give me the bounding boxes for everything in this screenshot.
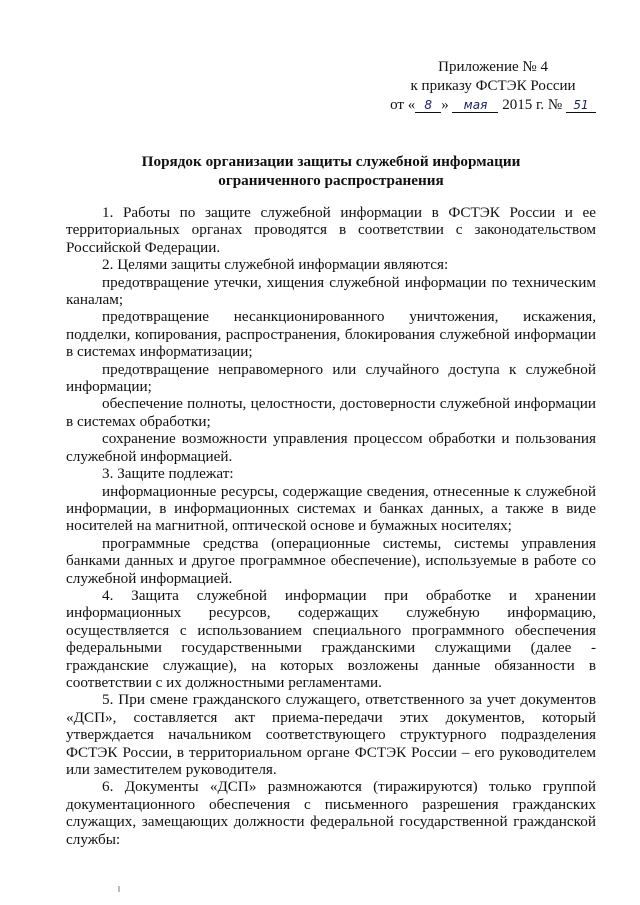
date-month-handwritten: мая [452, 98, 498, 113]
title-line-1: Порядок организации защиты служебной информации [141, 153, 521, 170]
paragraph-3: 3. Защите подлежат: [102, 465, 234, 483]
goal-item-5: сохранение возможности управления процессом обработки и пользования служебной информацией. [66, 430, 596, 465]
appendix-date-line [390, 96, 596, 115]
date-mid: » [441, 97, 449, 113]
appendix-block [390, 58, 596, 115]
paragraph-1: 1. Работы по защите служебной информации в ФСТЭК России и ее территориальных органах проводятся в соответствии с законодательством Российской Федерации. [66, 204, 596, 256]
scan-mark [118, 886, 120, 892]
date-year: 2015 г. № [502, 97, 563, 113]
order-number-handwritten: 51 [566, 98, 596, 113]
date-prefix: от « [390, 97, 416, 113]
document-title [66, 152, 596, 190]
date-day-handwritten: 8 [415, 98, 441, 113]
document-body [66, 204, 596, 848]
paragraph-6: 6. Документы «ДСП» размножаются (тиражируются) только группой документационного обеспечения с письменного разрешения гражданских служащих, замещающих должности федеральной государственной гражданской службы: [66, 778, 596, 848]
protected-item-2: программные средства (операционные системы, системы управления банками данных и другое программное обеспечение), используемые в работе со служебной информацией. [66, 534, 596, 587]
title-line-2: ограниченного распространения [218, 172, 444, 189]
protected-item-1: информационные ресурсы, содержащие сведения, отнесенные к служебной информации, в информационных системах и банках данных, а также в виде носителей на магнитной, оптической основе и бумажных носителях; [66, 482, 596, 535]
goal-item-3: предотвращение неправомерного или случайного доступа к служебной информации; [66, 360, 596, 396]
appendix-order-ref: к приказу ФСТЭК России [410, 78, 576, 94]
paragraph-5: 5. При смене гражданского служащего, ответственного за учет документов «ДСП», составляется акт приема-передачи этих документов, который утверждается начальником соответствующего структурного подразделения ФСТЭК России, в территориальном органе ФСТЭК России – его руководителем или заместителем руководителя. [66, 691, 596, 778]
goal-item-4: обеспечение полноты, целостности, достоверности служебной информации в системах обработки; [66, 395, 596, 430]
paragraph-4: 4. Защита служебной информации при обработке и хранении информационных ресурсов, содержащих служебную информацию, осуществляется с использованием специального программного обеспечения федеральными государственными гражданскими служащими (далее - гражданские служащие), на которых возложены данные обязанности в соответствии с их должностными регламентами. [66, 586, 596, 691]
paragraph-2: 2. Целями защиты служебной информации являются: [102, 256, 449, 274]
goal-item-2: предотвращение несанкционированного уничтожения, искажения, подделки, копирования, распространения, блокирования служебной информации в системах информатизации; [66, 308, 596, 361]
appendix-number: Приложение № 4 [438, 59, 548, 75]
goal-item-1: предотвращение утечки, хищения служебной информации по техническим каналам; [66, 273, 596, 309]
